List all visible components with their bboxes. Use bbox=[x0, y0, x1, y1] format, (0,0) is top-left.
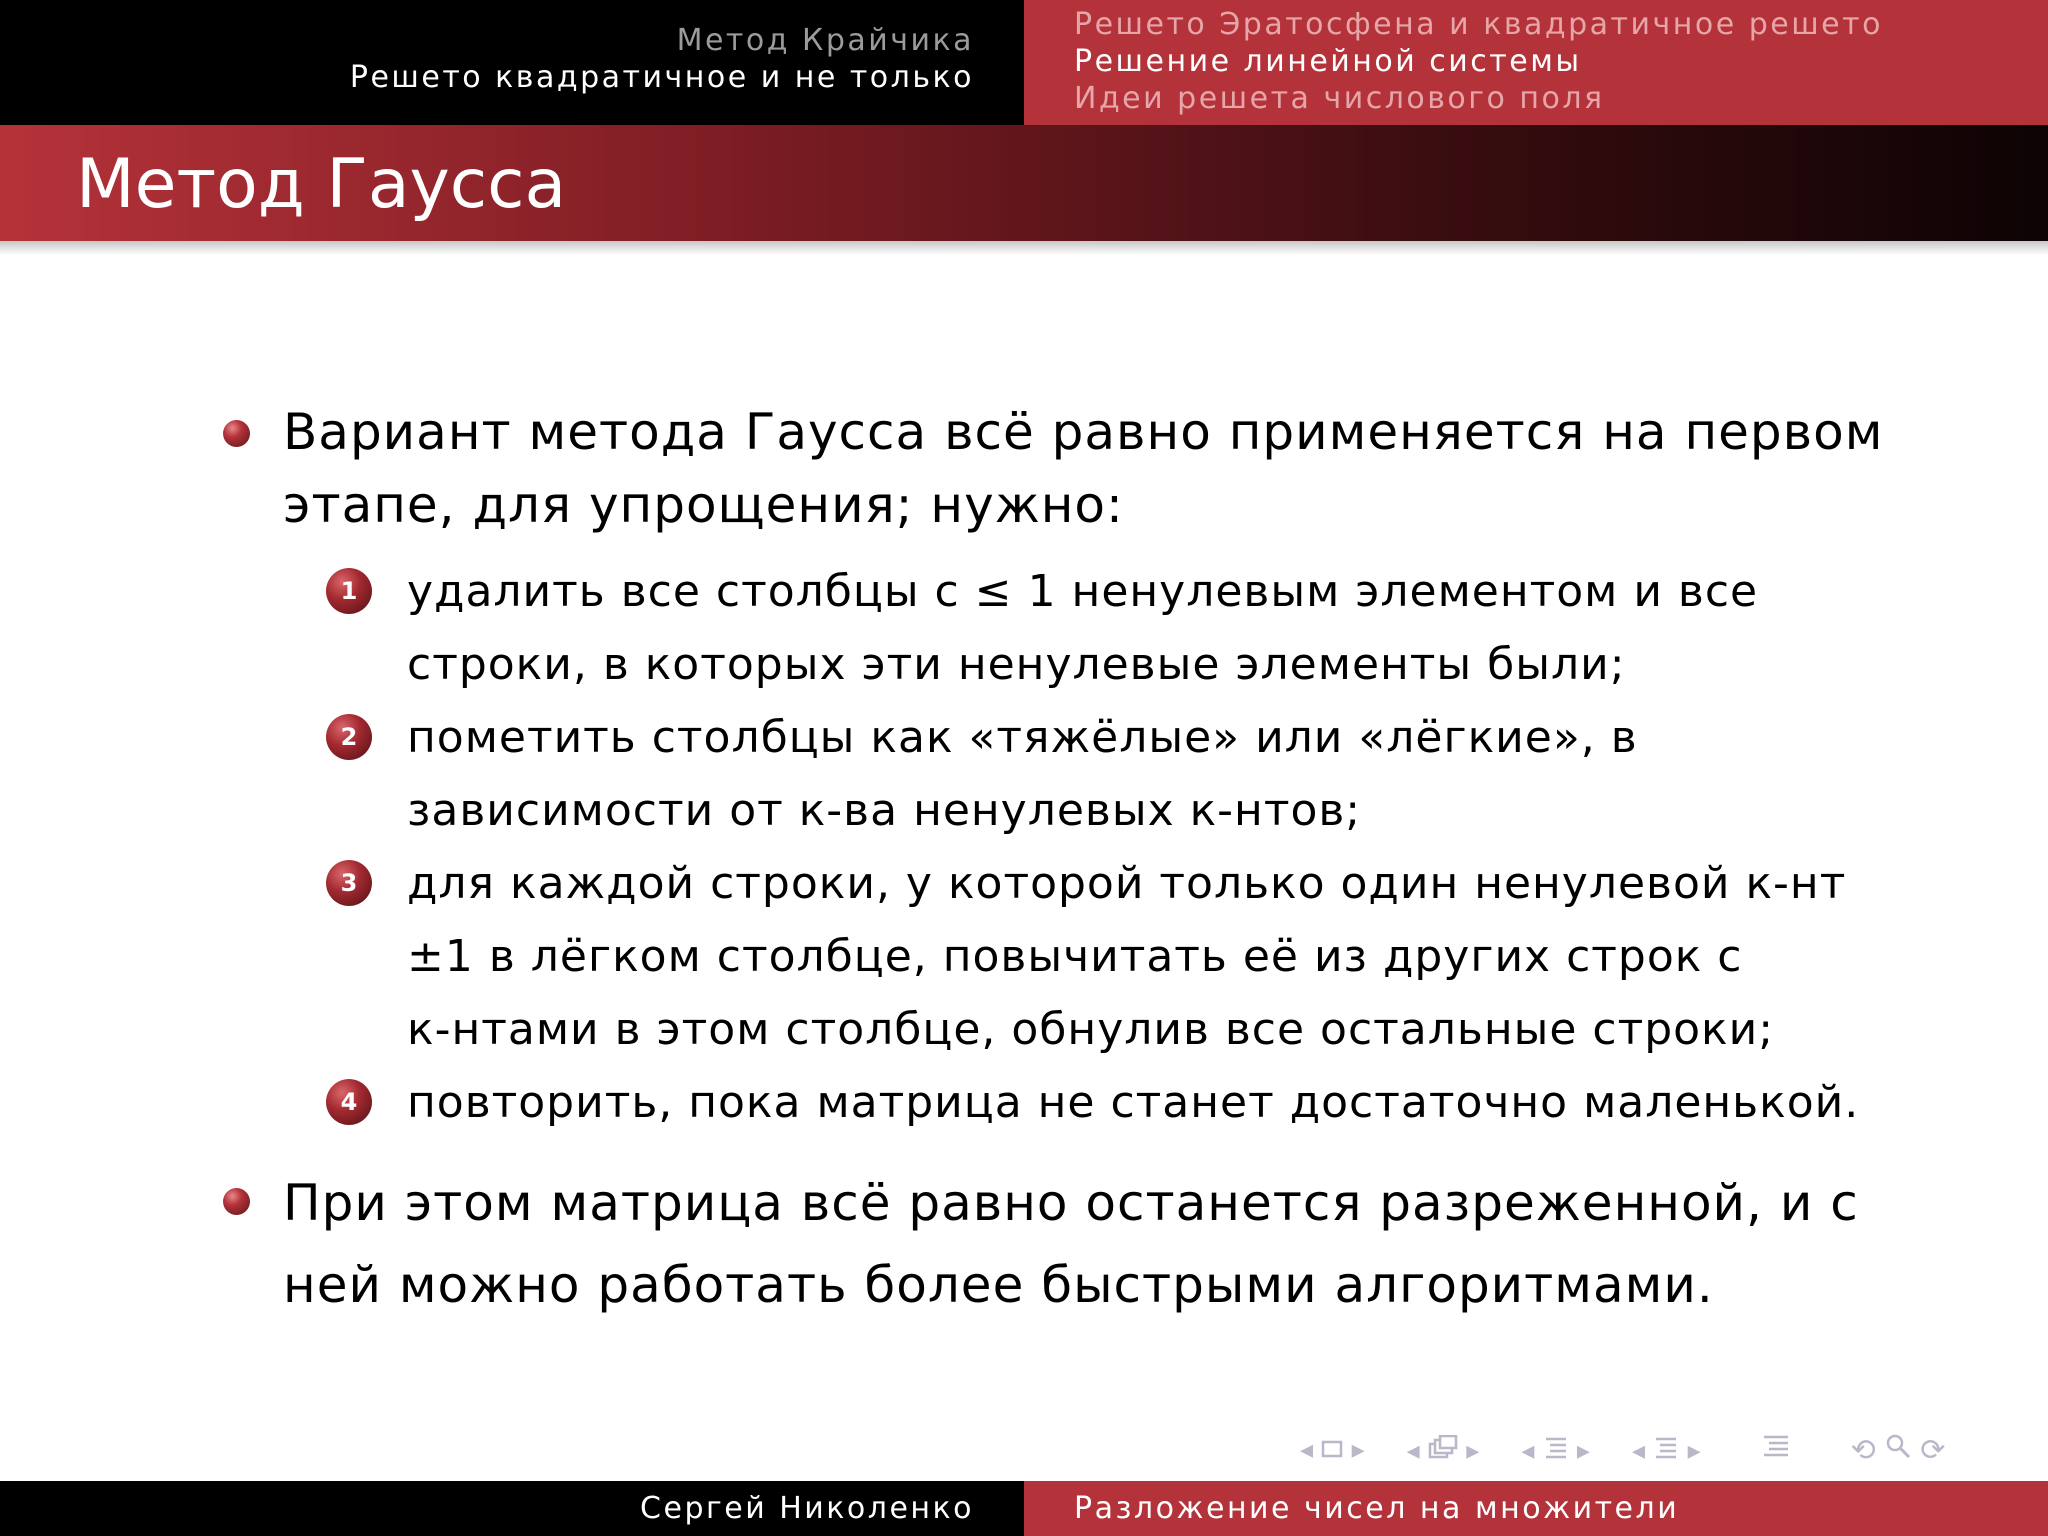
sub-list-item-line: удалить все столбцы с ≤ 1 ненулевым элементом и все bbox=[407, 566, 1759, 617]
list-item bbox=[283, 1162, 1859, 1326]
nav-subsection-linear-system[interactable]: Решение линейной системы bbox=[1074, 44, 1582, 79]
list-item-line: При этом матрица всё равно останется разреженной, и с bbox=[283, 1174, 1859, 1232]
bullet-icon bbox=[223, 420, 250, 447]
frame-title: Метод Гаусса bbox=[76, 145, 567, 224]
navigation-symbols bbox=[1300, 1432, 2040, 1468]
nav-toc-icon[interactable] bbox=[1761, 1434, 1791, 1467]
footer-talk-title: Разложение чисел на множители bbox=[1024, 1481, 2048, 1536]
list-item-line: этапе, для упрощения; нужно: bbox=[283, 476, 1124, 534]
sub-list-item-line: строки, в которых эти ненулевые элементы были; bbox=[407, 639, 1626, 690]
sub-list-item bbox=[407, 701, 1638, 847]
enum-badge-icon: 4 bbox=[326, 1079, 372, 1125]
enum-badge-icon: 2 bbox=[326, 714, 372, 760]
list-item-line: ней можно работать более быстрыми алгоритмами. bbox=[283, 1256, 1714, 1314]
nav-frame-icon[interactable]: ◂ ▸ bbox=[1406, 1435, 1480, 1466]
bullet-icon bbox=[223, 1188, 250, 1215]
enum-badge-icon: 1 bbox=[326, 568, 372, 614]
sub-list-item bbox=[407, 1066, 1859, 1139]
nav-section-icon[interactable]: ◂ ▸ bbox=[1631, 1435, 1701, 1466]
sub-list-item bbox=[407, 555, 1758, 701]
nav-section-kraitchik[interactable]: Метод Крайчика bbox=[676, 23, 974, 58]
sub-list-item-line: для каждой строки, у которой только один ненулевой к-нт bbox=[407, 858, 1847, 909]
sub-list-item bbox=[407, 847, 1846, 1066]
footer-author: Сергей Николенко bbox=[0, 1481, 1024, 1536]
top-navigation bbox=[0, 0, 2048, 125]
sub-list-item-line: пометить столбцы как «тяжёлые» или «лёгкие», в bbox=[407, 712, 1638, 763]
enum-badge-icon: 3 bbox=[326, 860, 372, 906]
nav-section-quadratic-sieve[interactable]: Решето квадратичное и не только bbox=[349, 60, 974, 95]
nav-search-icon[interactable]: ⟲ ⟳ bbox=[1850, 1433, 1946, 1468]
list-item-line: Вариант метода Гаусса всё равно применяется на первом bbox=[283, 403, 1884, 461]
section-navigation bbox=[0, 0, 1024, 125]
subsection-navigation bbox=[1024, 0, 2048, 125]
nav-slide-icon[interactable]: ◂ ▸ bbox=[1300, 1435, 1365, 1465]
nav-subsection-icon[interactable]: ◂ ▸ bbox=[1521, 1435, 1590, 1466]
sub-list-item-line: зависимости от к-ва ненулевых к-нтов; bbox=[407, 785, 1362, 836]
frame-title-shadow bbox=[0, 241, 2048, 255]
sub-list-item-line: повторить, пока матрица не станет достаточно маленькой. bbox=[407, 1077, 1860, 1128]
nav-subsection-number-field[interactable]: Идеи решета числового поля bbox=[1074, 81, 1605, 116]
nav-subsection-eratosthenes[interactable]: Решето Эратосфена и квадратичное решето bbox=[1074, 7, 1883, 42]
footer bbox=[0, 1481, 2048, 1536]
sub-list-item-line: к-нтами в этом столбце, обнулив все остальные строки; bbox=[407, 1004, 1775, 1055]
sub-list-item-line: ±1 в лёгком столбце, повычитать её из других строк с bbox=[407, 931, 1743, 982]
list-item bbox=[283, 396, 1883, 542]
